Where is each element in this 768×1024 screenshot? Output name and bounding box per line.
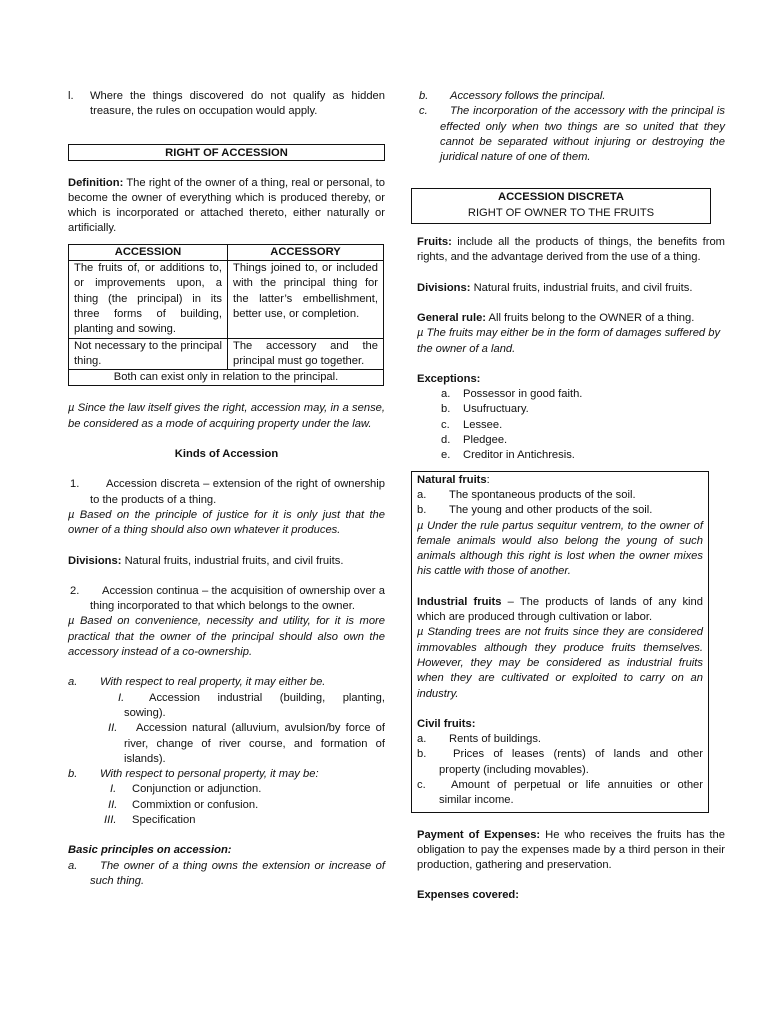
accession-natural-marker: II. [108, 722, 118, 735]
industrial-fruits [417, 595, 703, 626]
basic-principle-a-text: The owner of a thing owns the extension or increase of such thing. [90, 859, 385, 887]
table-row [69, 261, 384, 338]
divisions-text: Natural fruits, industrial fruits, and civil fruits. [473, 281, 693, 294]
kind-2-marker: 2. [70, 584, 80, 597]
kind-1 [68, 477, 385, 508]
list-item-marker: I. [110, 783, 117, 796]
list-item-marker: b. [417, 504, 427, 517]
divisions-label: Divisions: [417, 281, 471, 294]
list-item-marker: c. [417, 778, 426, 791]
industrial-fruits-text: – The products of lands of any kind which are produced through cultivation or labor. [417, 595, 703, 624]
definition-text: The right of the owner of a thing, real or personal, to become the owner of everything which is produced thereby, or which is incorporated or attached thereto, either naturally or artificially. [68, 176, 385, 235]
list-item-marker: e. [441, 449, 451, 462]
list-item [417, 747, 703, 778]
accession-natural [68, 721, 385, 767]
table-row [69, 338, 384, 370]
accession-discreta-subtitle: RIGHT OF OWNER TO THE FRUITS [467, 206, 655, 219]
divisions [68, 554, 385, 569]
general-rule-text: All fruits belong to the OWNER of a thing. [488, 311, 695, 324]
list-item-marker: II. [108, 798, 118, 811]
real-property-item [68, 675, 385, 690]
accession-industrial-text: Accession industrial (building, planting, sowing). [124, 691, 385, 719]
accession-discreta-title: ACCESSION DISCRETA [498, 191, 624, 204]
definition-label: Definition: [68, 176, 124, 189]
basic-principle-b [417, 89, 725, 104]
list-item-text: Conjunction or adjunction. [132, 783, 262, 796]
table-footer: Both can exist only in relation to the principal. [69, 370, 384, 386]
industrial-fruits-note: µ Standing trees are not fruits since they are considered immovables although they produce fruits themselves. However, they may be considered as industrial fruits when they are cultivated or exploited to carry on an industry. [417, 626, 703, 700]
list-item-marker: a. [417, 733, 427, 746]
list-item [417, 448, 725, 463]
kind-2 [68, 584, 385, 615]
general-rule-note: µ The fruits may either be in the form of damages suffered by the owner of a land. [417, 327, 721, 355]
table-cell: The accessory and the principal must go together. [228, 338, 384, 370]
divisions [417, 281, 725, 296]
accession-law-note: µ Since the law itself gives the right, accession may, in a sense, be considered as a mode of acquiring property under the law. [68, 402, 385, 430]
fruits-definition [417, 235, 725, 266]
list-item [417, 503, 703, 518]
list-item-text: Rents of buildings. [449, 733, 542, 746]
list-item-text: Usufructuary. [463, 403, 529, 416]
list-item-text: Prices of leases (rents) of lands and other property (including movables). [439, 748, 703, 776]
list-item-marker: b. [417, 748, 427, 761]
accession-natural-text: Accession natural (alluvium, avulsion/by force of river, change of river course, and formation of islands). [124, 722, 385, 765]
list-item-marker: a. [441, 388, 451, 401]
item-l [68, 89, 385, 120]
basic-principles-title: Basic principles on accession: [68, 844, 232, 857]
civil-fruits-label: Civil fruits: [417, 717, 476, 730]
natural-fruits-colon: : [486, 473, 490, 486]
list-item [417, 418, 725, 433]
basic-principle-b-text: Accessory follows the principal. [450, 90, 606, 102]
kinds-of-accession-title: Kinds of Accession [174, 448, 279, 461]
kind-1-note: µ Based on the principle of justice for it is only just that the owner of a thing should also own whatever it produces. [68, 508, 385, 537]
industrial-fruits-label: Industrial fruits [417, 595, 502, 608]
table-cell: The fruits of, or additions to, or improvements upon, a thing (the principal) in its three forms of building, planting and sowing. [69, 261, 228, 338]
list-item-marker: a. [417, 488, 427, 501]
fruits-types-box [411, 471, 709, 813]
fruits-label: Fruits: [417, 236, 452, 249]
table-cell: Things joined to, or included with the principal thing for the latter’s embellishment, better use, or completion. [228, 261, 384, 338]
list-item [68, 813, 385, 828]
item-l-marker: l. [68, 90, 74, 102]
exceptions-label: Exceptions: [417, 372, 481, 385]
accession-discreta-box [411, 188, 711, 224]
list-item [417, 387, 725, 402]
natural-fruits-heading [417, 473, 703, 488]
table-cell: Not necessary to the principal thing. [69, 338, 228, 370]
list-item [417, 488, 703, 503]
natural-fruits-note: µ Under the rule partus sequitur ventrem, to the owner of female animals would also belong the young of such animals although this right is lost when the owner mixes his cattle with those of another. [417, 519, 703, 578]
basic-principle-a [68, 859, 385, 890]
basic-principle-b-marker: b. [419, 90, 429, 102]
kind-2-note: µ Based on convenience, necessity and utility, for it is more practical that the owner of the principal should also own the accessory instead of a co-ownership. [68, 615, 385, 659]
payment-of-expenses-label: Payment of Expenses: [417, 828, 541, 841]
payment-of-expenses [417, 828, 725, 874]
general-rule-label: General rule: [417, 311, 487, 324]
definition [68, 176, 385, 237]
list-item [417, 778, 703, 809]
divisions-text: Natural fruits, industrial fruits, and civil fruits. [124, 554, 344, 567]
list-item-text: Commixtion or confusion. [132, 798, 259, 811]
list-item-text: Possessor in good faith. [463, 388, 583, 401]
divisions-label: Divisions: [68, 554, 122, 567]
list-item-text: The young and other products of the soil. [449, 504, 653, 517]
kind-1-marker: 1. [70, 478, 80, 491]
list-item-marker: c. [441, 418, 450, 431]
fruits-text: include all the products of things, the benefits from rights, and the advantage derived from the use of a thing. [417, 236, 725, 264]
list-item [417, 402, 725, 417]
list-item-marker: III. [104, 813, 117, 826]
personal-property-marker: b. [68, 768, 78, 781]
kind-2-text: Accession continua – the acquisition of ownership over a thing incorporated to that which belongs to the owner. [90, 584, 385, 613]
list-item-text: Creditor in Antichresis. [463, 449, 575, 462]
accession-table [68, 244, 384, 387]
left-column [68, 89, 385, 889]
list-item-text: Pledgee. [463, 434, 508, 447]
table-header-accession: ACCESSION [69, 244, 228, 260]
right-of-accession-header: RIGHT OF ACCESSION [68, 144, 385, 161]
list-item [68, 798, 385, 813]
right-column [417, 89, 725, 904]
kind-1-text: Accession discreta – extension of the right of ownership to the products of a thing. [90, 478, 385, 506]
accession-industrial-marker: I. [118, 691, 125, 704]
list-item-text: The spontaneous products of the soil. [449, 488, 636, 501]
personal-property-item [68, 767, 385, 782]
item-l-text: Where the things discovered do not qualify as hidden treasure, the rules on occupation would apply. [90, 90, 385, 118]
basic-principle-c [417, 104, 725, 165]
list-item-marker: b. [441, 403, 451, 416]
payment-of-expenses-text: He who receives the fruits has the obligation to pay the expenses made by a third person in their production, gathering and preservation. [417, 828, 725, 872]
basic-principle-c-marker: c. [419, 105, 428, 118]
list-item [68, 782, 385, 797]
general-rule [417, 311, 725, 326]
list-item [417, 732, 703, 747]
basic-principle-a-marker: a. [68, 859, 78, 872]
real-property-text: With respect to real property, it may either be. [100, 676, 326, 689]
list-item-marker: d. [441, 434, 451, 447]
list-item [417, 433, 725, 448]
expenses-covered-label: Expenses covered: [417, 889, 519, 902]
list-item-text: Lessee. [463, 418, 503, 431]
basic-principle-c-text: The incorporation of the accessory with the principal is effected only when two things are so united that they cannot be separated without injuring or destroying the juridical nature of one of them. [440, 105, 725, 164]
list-item-text: Amount of perpetual or life annuities or other similar income. [439, 778, 703, 807]
list-item-text: Specification [132, 813, 196, 826]
table-header-accessory: ACCESSORY [228, 244, 384, 260]
personal-property-text: With respect to personal property, it may be: [100, 768, 319, 781]
real-property-marker: a. [68, 676, 78, 689]
accession-industrial [68, 691, 385, 722]
natural-fruits-label: Natural fruits [417, 473, 487, 486]
